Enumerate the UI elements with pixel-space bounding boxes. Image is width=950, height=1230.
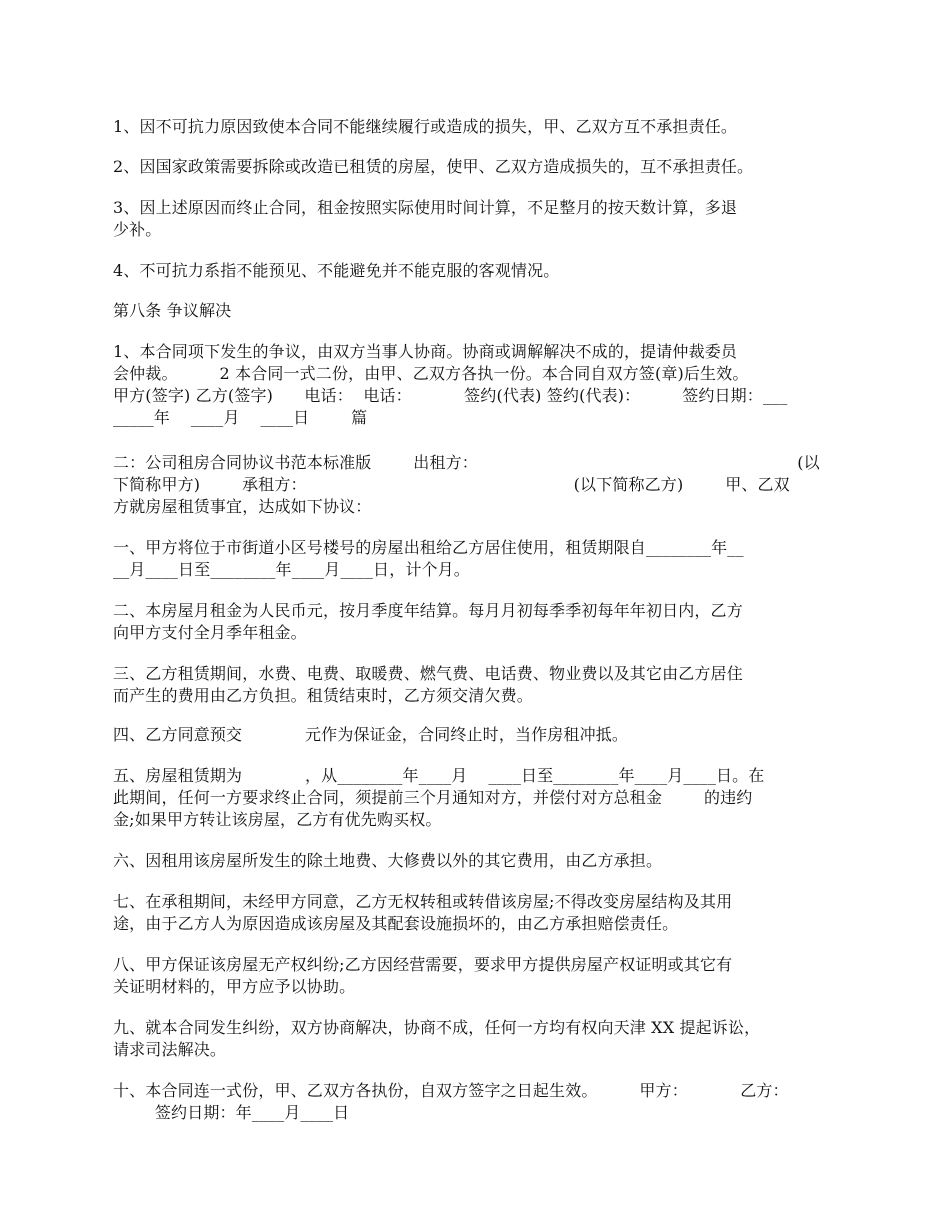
text-line: 关证明材料的，甲方应予以协助。 <box>113 977 356 996</box>
text-line: 十、本合同连一式份，甲、乙双方各执份，自双方签字之日起生效。 甲方： 乙方： <box>113 1081 789 1100</box>
text-line: 一、甲方将位于市街道小区号楼号的房屋出租给乙方居住使用，租赁期限自________年__ <box>113 538 744 557</box>
text-line: 向甲方支付全月季年租金。 <box>113 623 307 642</box>
text-line: 七、在承租期间，未经甲方同意，乙方无权转租或转借该房屋;不得改变房屋结构及其用 <box>113 892 733 911</box>
text-line: 八、甲方保证该房屋无产权纠纷;乙方因经营需要，要求甲方提供房屋产权证明或其它有 <box>113 955 733 974</box>
text-line: 九、就本合同发生纠纷，双方协商解决，协商不成，任何一方均有权向天津 XX 提起诉讼， <box>113 1018 761 1037</box>
text-line: 途，由于乙方人为原因造成该房屋及其配套设施损坏的，由乙方承担赔偿责任。 <box>113 914 679 933</box>
text-line: _____年 ____月 ____日 篇 <box>113 408 368 427</box>
text-line: 1、本合同项下发生的争议，由双方当事人协商。协商或调解解决不成的，提请仲裁委员 <box>113 342 738 361</box>
text-line: 签约日期：年____月____日 <box>113 1103 350 1122</box>
text-line: 四、乙方同意预交 元作为保证金，合同终止时，当作房租冲抵。 <box>113 725 629 744</box>
text-line: 1、因不可抗力原因致使本合同不能继续履行或造成的损失，甲、乙双方互不承担责任。 <box>113 117 738 136</box>
text-line: 2、因国家政策需要拆除或改造已租赁的房屋，使甲、乙双方造成损失的，互不承担责任。 <box>113 157 754 176</box>
text-line: 4、不可抗力系指不能预见、不能避免并不能克服的客观情况。 <box>113 261 560 280</box>
text-line: 甲方(签字) 乙方(签字) 电话： 电话： 签约(代表) 签约(代表)： 签约日期：___ <box>113 386 788 405</box>
text-line: 下简称甲方) 承租方： (以下简称乙方) 甲、乙双 <box>113 475 790 494</box>
text-line: 而产生的费用由乙方负担。租赁结束时，乙方须交清欠费。 <box>113 686 533 705</box>
text-line: 3、因上述原因而终止合同，租金按照实际使用时间计算，不足整月的按天数计算，多退 <box>113 198 738 217</box>
text-line: 会仲裁。 2 本合同一式二份，由甲、乙双方各执一份。本合同自双方签(章)后生效。 <box>113 364 749 383</box>
text-line: 此期间，任何一方要求终止合同，须提前三个月通知对方，并偿付对方总租金 的违约 <box>113 788 753 807</box>
text-line: 二、本房屋月租金为人民币元，按月季度年结算。每月月初每季季初每年年初日内，乙方 <box>113 601 743 620</box>
text-line: 六、因租用该房屋所发生的除土地费、大修费以外的其它费用，由乙方承担。 <box>113 851 663 870</box>
text-line: __月____日至________年____月____日，计个月。 <box>113 560 470 579</box>
text-line: 金;如果甲方转让该房屋，乙方有优先购买权。 <box>113 810 442 829</box>
text-line: 方就房屋租赁事宜，达成如下协议： <box>113 497 372 516</box>
text-line: 五、房屋租赁期为 ，从________年____月 ____日至________年____月____日。在 <box>113 766 765 785</box>
text-line: 三、乙方租赁期间，水费、电费、取暖费、燃气费、电话费、物业费以及其它由乙方居住 <box>113 664 743 683</box>
text-line: 二：公司租房合同协议书范本标准版 出租方： (以 <box>113 453 820 472</box>
section-heading: 第八条 争议解决 <box>113 301 232 320</box>
text-line: 少补。 <box>113 220 162 239</box>
text-line: 请求司法解决。 <box>113 1040 227 1059</box>
